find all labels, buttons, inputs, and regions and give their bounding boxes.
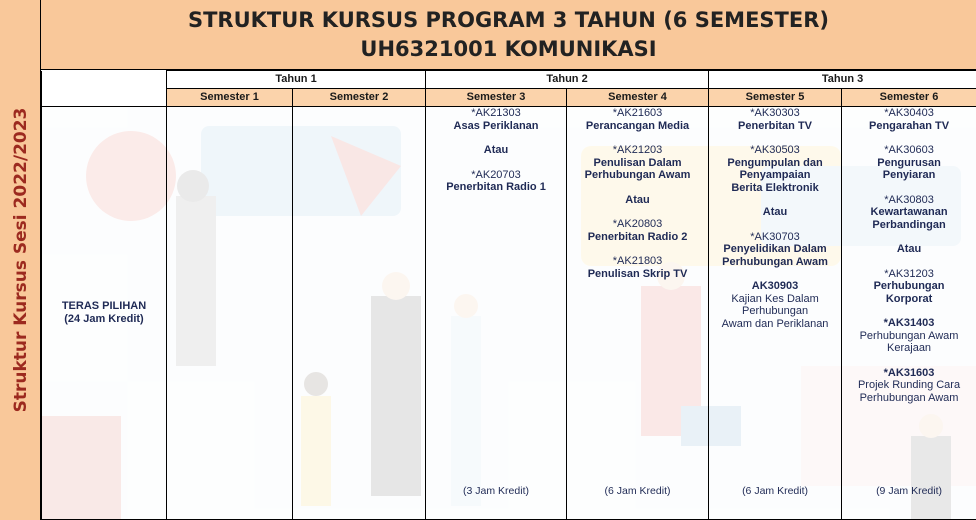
course-code: *AK20703 <box>471 168 521 181</box>
credit-hours: (6 Jam Kredit) <box>604 484 671 497</box>
course-item <box>842 194 976 232</box>
or-separator: Atau <box>625 193 650 206</box>
course-name: Kerajaan <box>887 342 932 354</box>
course-item <box>709 231 841 269</box>
row-label-title: TERAS PILIHAN <box>61 300 147 312</box>
year-header-3: Tahun 3 <box>709 71 976 89</box>
program-code-title: UH6321001 KOMUNIKASI <box>360 37 657 61</box>
course-name: Perhubungan Awam <box>859 329 959 342</box>
course-code: *AK21803 <box>612 255 663 267</box>
semester-3-cell <box>426 107 567 520</box>
course-name: Penyelidikan Dalam <box>723 243 827 255</box>
corner-cell <box>42 71 167 107</box>
course-name: Penulisan Skrip TV <box>587 267 688 280</box>
semester-header-5: Semester 5 <box>709 89 842 107</box>
course-code: *AK21603 <box>612 107 663 119</box>
course-name: Penulisan Dalam <box>593 156 682 169</box>
course-name: Perancangan Media <box>585 119 690 132</box>
row-label-credits: (24 Jam Kredit) <box>64 313 144 325</box>
course-item <box>842 268 976 306</box>
semester-header-3: Semester 3 <box>426 89 567 107</box>
course-code: *AK30503 <box>750 144 800 156</box>
course-item <box>842 317 976 355</box>
course-item <box>709 144 841 194</box>
course-item <box>709 107 841 132</box>
course-code: *AK20803 <box>612 218 663 230</box>
course-item <box>426 169 566 194</box>
course-name: Penyiaran <box>882 169 936 181</box>
year-header-2: Tahun 2 <box>426 71 709 89</box>
semester-header-4: Semester 4 <box>567 89 709 107</box>
course-code: *AK21203 <box>612 144 663 156</box>
course-name: Penerbitan TV <box>738 119 813 132</box>
or-separator: Atau <box>483 144 509 156</box>
course-name: Asas Periklanan <box>453 119 539 132</box>
course-name: Penyampaian <box>739 169 811 181</box>
course-name: Projek Runding Cara <box>857 379 961 391</box>
course-item <box>567 218 708 243</box>
course-name: Pengurusan <box>877 156 941 169</box>
course-name: Penerbitan Radio 2 <box>587 230 688 243</box>
sidebar-label: Struktur Kursus Sesi 2022/2023 <box>11 107 31 413</box>
credit-hours: (9 Jam Kredit) <box>876 484 942 497</box>
course-code: *AK30403 <box>884 107 934 119</box>
course-item <box>567 255 708 280</box>
title-box <box>41 0 976 70</box>
course-item <box>842 367 976 405</box>
course-code: *AK30803 <box>884 193 934 206</box>
or-separator: Atau <box>896 243 922 255</box>
sidebar <box>0 0 41 520</box>
semester-header-2: Semester 2 <box>293 89 426 107</box>
course-item <box>842 144 976 182</box>
course-name: Perbandingan <box>872 218 946 231</box>
row-label-cell <box>42 107 167 520</box>
semester-header-6: Semester 6 <box>842 89 976 107</box>
course-code: *AK31403 <box>883 317 935 329</box>
course-name: Kewartawanan <box>870 206 948 218</box>
semester-4-cell <box>567 107 709 520</box>
course-item <box>709 280 841 330</box>
semester-header-1: Semester 1 <box>167 89 293 107</box>
course-name: Perhubungan Awam <box>722 255 828 268</box>
course-item <box>842 107 976 132</box>
course-name: Berita Elektronik <box>731 181 819 194</box>
semester-2-cell <box>293 107 426 520</box>
course-item <box>567 144 708 182</box>
course-code: *AK30603 <box>884 144 934 156</box>
course-name: Perhubungan <box>873 280 945 292</box>
year-header-1: Tahun 1 <box>167 71 426 89</box>
course-name: Perhubungan Awam <box>584 169 691 181</box>
course-table <box>41 70 976 520</box>
credit-hours: (6 Jam Kredit) <box>742 484 808 497</box>
course-code: *AK31603 <box>883 366 935 379</box>
page-title: STRUKTUR KURSUS PROGRAM 3 TAHUN (6 SEMESTER) <box>187 8 829 32</box>
semester-1-cell <box>167 107 293 520</box>
course-name: Kajian Kes Dalam <box>731 292 819 305</box>
semester-6-cell <box>842 107 976 520</box>
course-code: *AK30703 <box>750 230 800 243</box>
course-name: Korporat <box>885 292 933 305</box>
course-code: *AK30303 <box>750 107 800 119</box>
course-item <box>567 107 708 132</box>
course-code: AK30903 <box>751 280 799 292</box>
course-code: *AK31203 <box>884 267 934 280</box>
credit-hours: (3 Jam Kredit) <box>463 484 529 497</box>
course-code: *AK21303 <box>471 107 521 119</box>
course-name: Penerbitan Radio 1 <box>446 181 546 193</box>
course-name: Awam dan Periklanan <box>721 317 829 330</box>
course-name: Perhubungan <box>742 305 809 317</box>
course-name: Perhubungan Awam <box>859 391 959 404</box>
course-item <box>426 107 566 132</box>
course-name: Pengarahan TV <box>869 119 950 132</box>
or-separator: Atau <box>762 206 788 218</box>
course-name: Pengumpulan dan <box>727 156 823 169</box>
semester-5-cell <box>709 107 842 520</box>
